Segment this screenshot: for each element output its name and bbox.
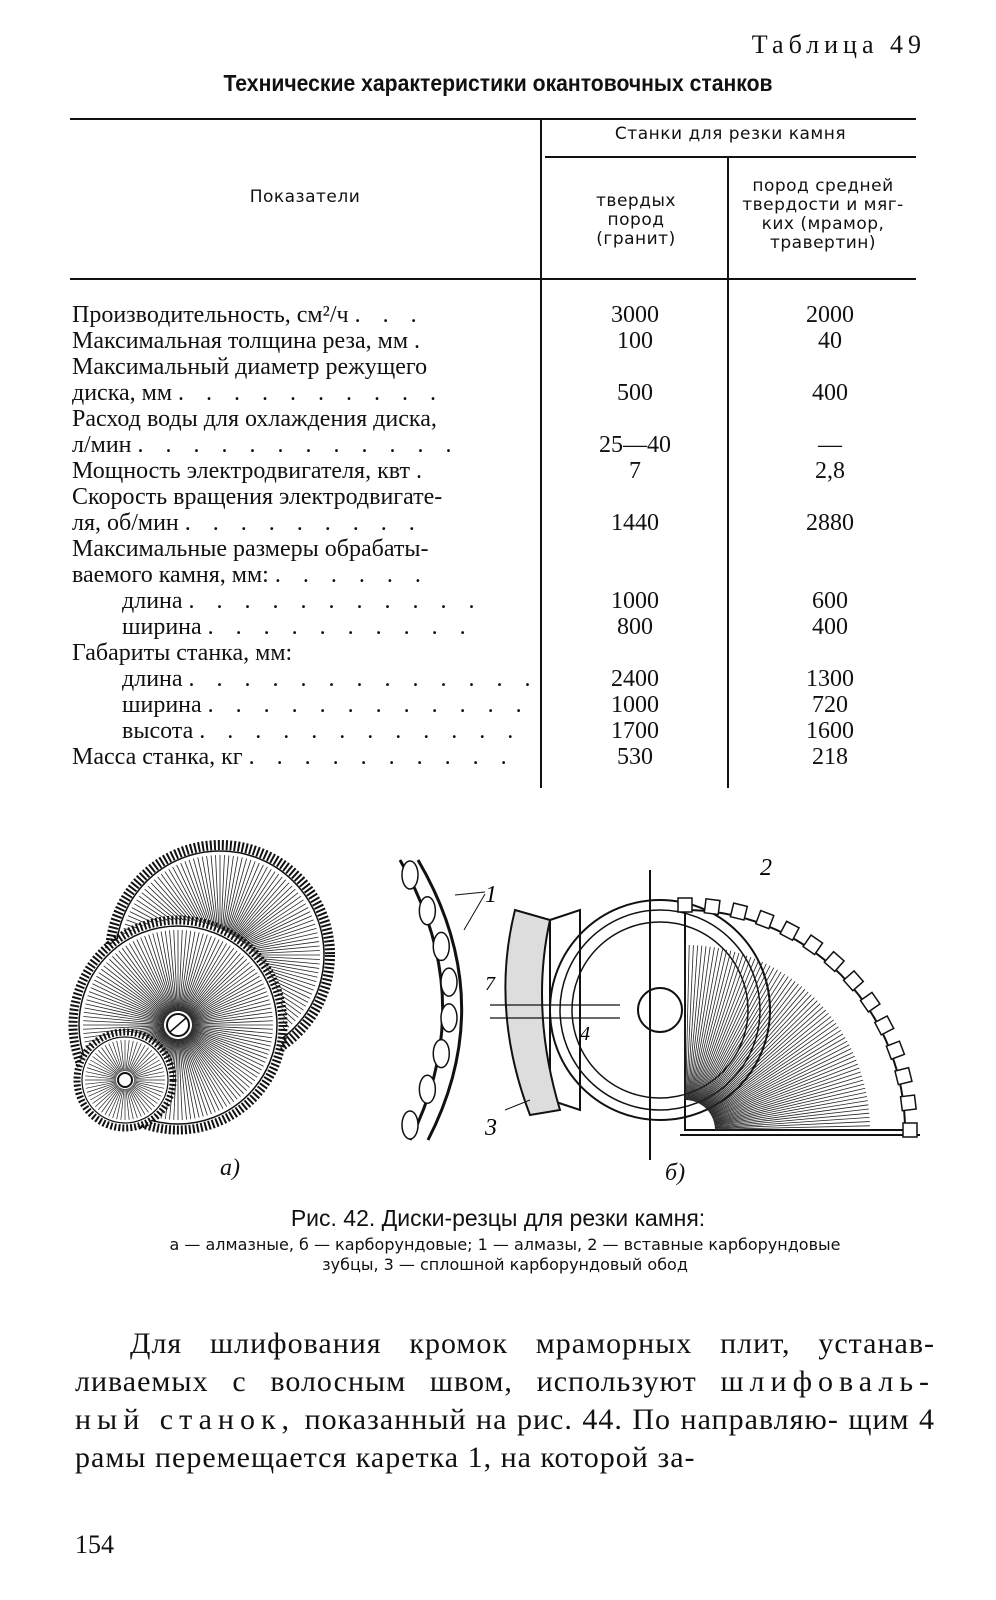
disc-hatch xyxy=(225,859,246,936)
table-number: Таблица 49 xyxy=(751,30,926,59)
table-row-label: Максимальные размеры обрабаты- xyxy=(72,536,429,562)
table-row-label: Мощность электродвигателя, квт . xyxy=(72,458,430,484)
carborundum-tooth xyxy=(875,1016,894,1035)
column-divider-1 xyxy=(540,118,542,788)
value-hard-rock: 530 xyxy=(617,744,653,770)
table-title: Технические характеристики окантовочных станков xyxy=(223,70,773,96)
value-hard-rock: 1000 xyxy=(611,692,659,718)
table-row-label: Скорость вращения электродвигате- xyxy=(72,484,443,510)
disc-hatch xyxy=(697,960,759,1102)
carborundum-tooth xyxy=(824,952,844,972)
column-divider-2 xyxy=(727,156,729,788)
value-medium-rock: 400 xyxy=(812,380,848,406)
value-medium-rock: 400 xyxy=(812,614,848,640)
carborundum-tooth xyxy=(756,911,774,929)
header-bottom-rule xyxy=(70,278,916,280)
table-row-label: диска, мм . . . . . . . . . . xyxy=(72,380,445,406)
value-hard-rock: 25—40 xyxy=(599,432,671,458)
disc-hatch xyxy=(711,1041,847,1115)
value-medium-rock: 600 xyxy=(812,588,848,614)
callout-1: 1 xyxy=(485,882,497,908)
table-row-label: Габариты станка, мм: xyxy=(72,640,293,666)
value-hard-rock: 1000 xyxy=(611,588,659,614)
carborundum-tooth xyxy=(895,1068,912,1085)
callout-2: 2 xyxy=(760,855,772,881)
diamond-segment xyxy=(419,897,435,925)
value-medium-rock: 2880 xyxy=(806,510,854,536)
table-row-label: ширина . . . . . . . . . . xyxy=(122,614,474,640)
carborundum-tooth xyxy=(780,921,799,940)
table-row-label: Максимальная толщина реза, мм . xyxy=(72,328,428,354)
carborundum-tooth xyxy=(803,935,822,954)
value-hard-rock: 7 xyxy=(629,458,641,484)
header-col-medium: пород средней твердости и мяг- ких (мрамор, травертин) xyxy=(742,176,904,253)
page-number: 154 xyxy=(75,1530,114,1559)
carborundum-tooth xyxy=(844,971,864,991)
value-medium-rock: 40 xyxy=(818,328,842,354)
callout-3: 3 xyxy=(485,1115,497,1141)
header-col-hard: твердых пород (гранит) xyxy=(596,191,676,249)
value-medium-rock: 2000 xyxy=(806,302,854,328)
value-medium-rock: 2,8 xyxy=(815,458,845,484)
value-medium-rock: 218 xyxy=(812,744,848,770)
figure-caption-title: Рис. 42. Диски-резцы для резки камня: xyxy=(290,1205,706,1231)
carborundum-tooth xyxy=(730,903,747,920)
diamond-segment xyxy=(441,1004,457,1032)
table-row-label: Максимальный диаметр режущего xyxy=(72,354,428,380)
value-medium-rock: 1600 xyxy=(806,718,854,744)
group-header-rule xyxy=(545,156,916,158)
table-row-label: Масса станка, кг . . . . . . . . . . xyxy=(72,744,515,770)
figure-caption-text: а — алмазные, б — карборундовые; 1 — алмазы, 2 — вставные карборундовые зубцы, 3 — сплошной карборундовый обод xyxy=(169,1235,841,1274)
value-hard-rock: 1700 xyxy=(611,718,659,744)
table-row-label: Производительность, см²/ч . . . xyxy=(72,302,425,328)
value-hard-rock: 500 xyxy=(617,380,653,406)
diamond-segment xyxy=(402,1111,418,1139)
carborundum-tooth xyxy=(903,1123,917,1137)
table-top-rule xyxy=(70,118,916,120)
diamond-segment xyxy=(433,1040,449,1068)
table-row-label: ширина . . . . . . . . . . . . xyxy=(122,692,530,718)
diamond-segment xyxy=(441,968,457,996)
disc-hatch xyxy=(699,968,773,1104)
small-disc-drawing xyxy=(77,1032,173,1128)
value-medium-rock: — xyxy=(818,432,842,458)
value-hard-rock: 2400 xyxy=(611,666,659,692)
table-row-label: Расход воды для охлаждения диска, xyxy=(72,406,437,432)
table-row-label: длина . . . . . . . . . . . xyxy=(122,588,483,614)
diamond-segment xyxy=(419,1075,435,1103)
dimension-4: 4 xyxy=(580,1023,590,1045)
value-medium-rock: 720 xyxy=(812,692,848,718)
body-paragraph: Для шлифования кромок мраморных плит, устанав- ливаемых с волосным швом, используют шлифоваль- ный станок, показанный на рис. 44. По направляю- щим 4 рамы перемещается каретка 1, на которой за- xyxy=(75,1327,936,1474)
diamond-segment xyxy=(433,932,449,960)
value-hard-rock: 1440 xyxy=(611,510,659,536)
table-row-label: ваемого камня, мм: . . . . . . xyxy=(72,562,429,588)
figure-disc-cutters xyxy=(60,840,940,1200)
carborundum-tooth xyxy=(678,898,692,912)
carborundum-tooth xyxy=(860,992,879,1011)
figure-label-b: б) xyxy=(665,1160,686,1186)
header-group: Станки для резки камня xyxy=(614,124,847,144)
table-row-label: л/мин . . . . . . . . . . . . xyxy=(72,432,460,458)
table-row-label: длина . . . . . . . . . . . . . xyxy=(122,666,539,692)
dimension-7: 7 xyxy=(485,973,495,995)
header-indicator: Показатели xyxy=(249,187,361,207)
value-hard-rock: 100 xyxy=(617,328,653,354)
value-hard-rock: 800 xyxy=(617,614,653,640)
carborundum-tooth xyxy=(901,1095,917,1111)
table-row-label: высота . . . . . . . . . . . . xyxy=(122,718,522,744)
diamond-segment xyxy=(402,861,418,889)
value-medium-rock: 1300 xyxy=(806,666,854,692)
value-hard-rock: 3000 xyxy=(611,302,659,328)
disc-hatch xyxy=(713,1056,855,1118)
carborundum-tooth xyxy=(886,1041,904,1059)
figure-label-a: а) xyxy=(220,1155,240,1181)
table-row-label: ля, об/мин . . . . . . . . . xyxy=(72,510,423,536)
carborundum-tooth xyxy=(704,899,720,915)
diamond-segment-drawing xyxy=(400,860,497,1140)
